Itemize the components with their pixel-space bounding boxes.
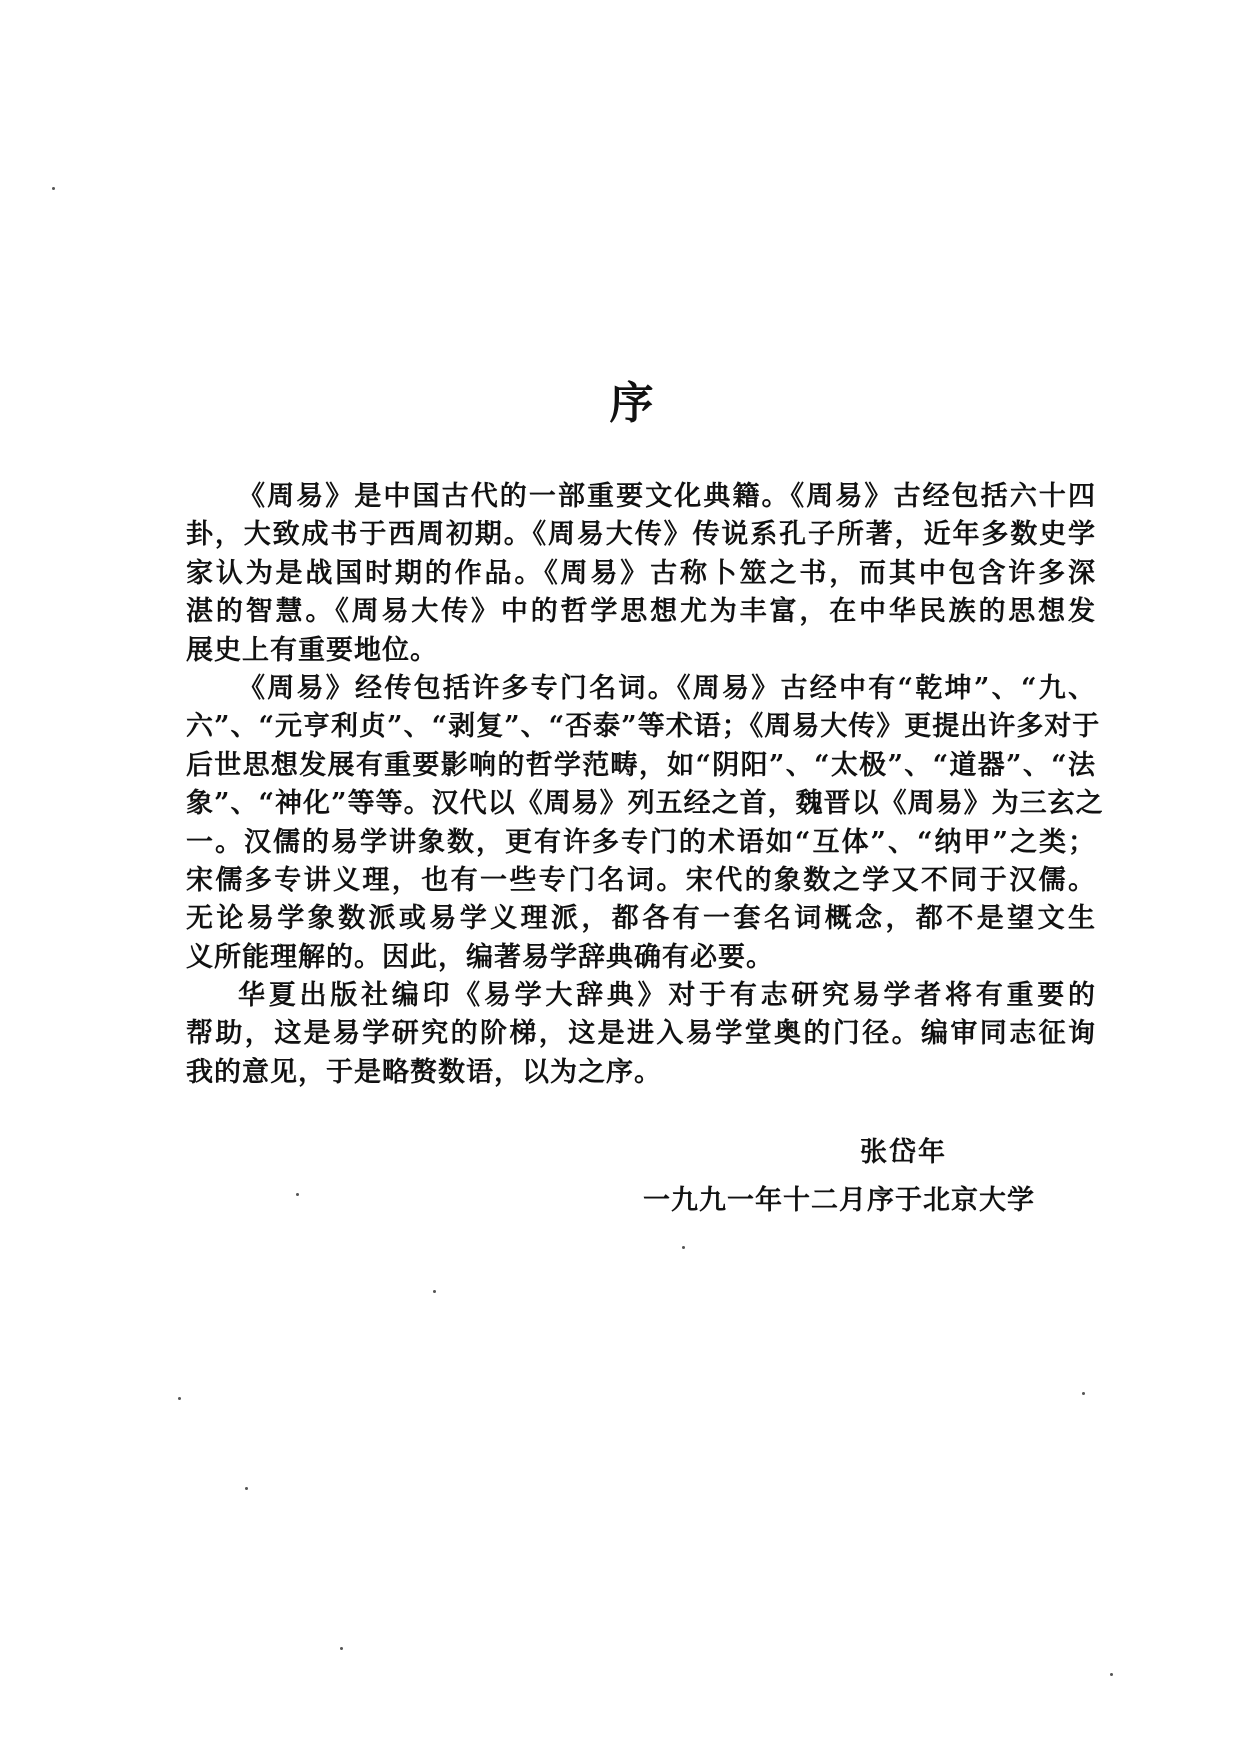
text-line: 无论易学象数派或易学义理派，都各有一套名词概念，都不是望文生 (186, 903, 1096, 935)
text-line: 卦，大致成书于西周初期。《周易大传》传说系孔子所著，近年多数史学 (186, 519, 1096, 551)
scan-speck (296, 1193, 299, 1196)
text-line: 宋儒多专讲义理，也有一些专门名词。宋代的象数之学又不同于汉儒。 (186, 864, 1096, 896)
scan-speck (682, 1246, 685, 1249)
signature-block (643, 1129, 1035, 1225)
text-line: 帮助，这是易学研究的阶梯，这是进入易学堂奥的门径。编审同志征询 (186, 1018, 1096, 1050)
scan-speck (1110, 1673, 1113, 1676)
date-place: 一九九一年十二月序于北京大学 (643, 1185, 1035, 1216)
text-line: 展史上有重要地位。 (186, 634, 438, 666)
text-line: 湛的智慧。《周易大传》中的哲学思想尤为丰富，在中华民族的思想发 (186, 596, 1096, 628)
scan-speck (433, 1290, 436, 1293)
scan-speck (52, 187, 55, 190)
text-line: 《周易》经传包括许多专门名词。《周易》古经中有“乾坤”、“九、 (238, 672, 1096, 704)
page-title: 序 (609, 378, 656, 429)
scan-speck (340, 1647, 343, 1650)
scan-speck (245, 1487, 248, 1490)
text-line: 华夏出版社编印《易学大辞典》对于有志研究易学者将有重要的 (238, 980, 1096, 1012)
scan-speck (178, 1397, 181, 1400)
text-line: 《周易》是中国古代的一部重要文化典籍。《周易》古经包括六十四 (238, 481, 1096, 512)
scan-speck (1082, 1392, 1085, 1395)
text-line: 我的意见，于是略赘数语，以为之序。 (186, 1056, 662, 1088)
text-line: 六”、“元亨利贞”、“剥复”、“否泰”等术语；《周易大传》更提出许多对于 (186, 711, 1101, 743)
preface-body (186, 478, 1104, 1092)
text-line: 义所能理解的。因此，编著易学辞典确有必要。 (186, 941, 774, 973)
text-line: 家认为是战国时期的作品。《周易》古称卜筮之书，而其中包含许多深 (186, 557, 1096, 589)
text-line: 后世思想发展有重要影响的哲学范畴，如“阴阳”、“太极”、“道器”、“法 (186, 749, 1096, 781)
author-name: 张岱年 (860, 1137, 947, 1168)
text-line: 一。汉儒的易学讲象数，更有许多专门的术语如“互体”、“纳甲”之类； (186, 826, 1096, 858)
text-line: 象”、“神化”等等。汉代以《周易》列五经之首，魏晋以《周易》为三玄之 (186, 788, 1104, 820)
